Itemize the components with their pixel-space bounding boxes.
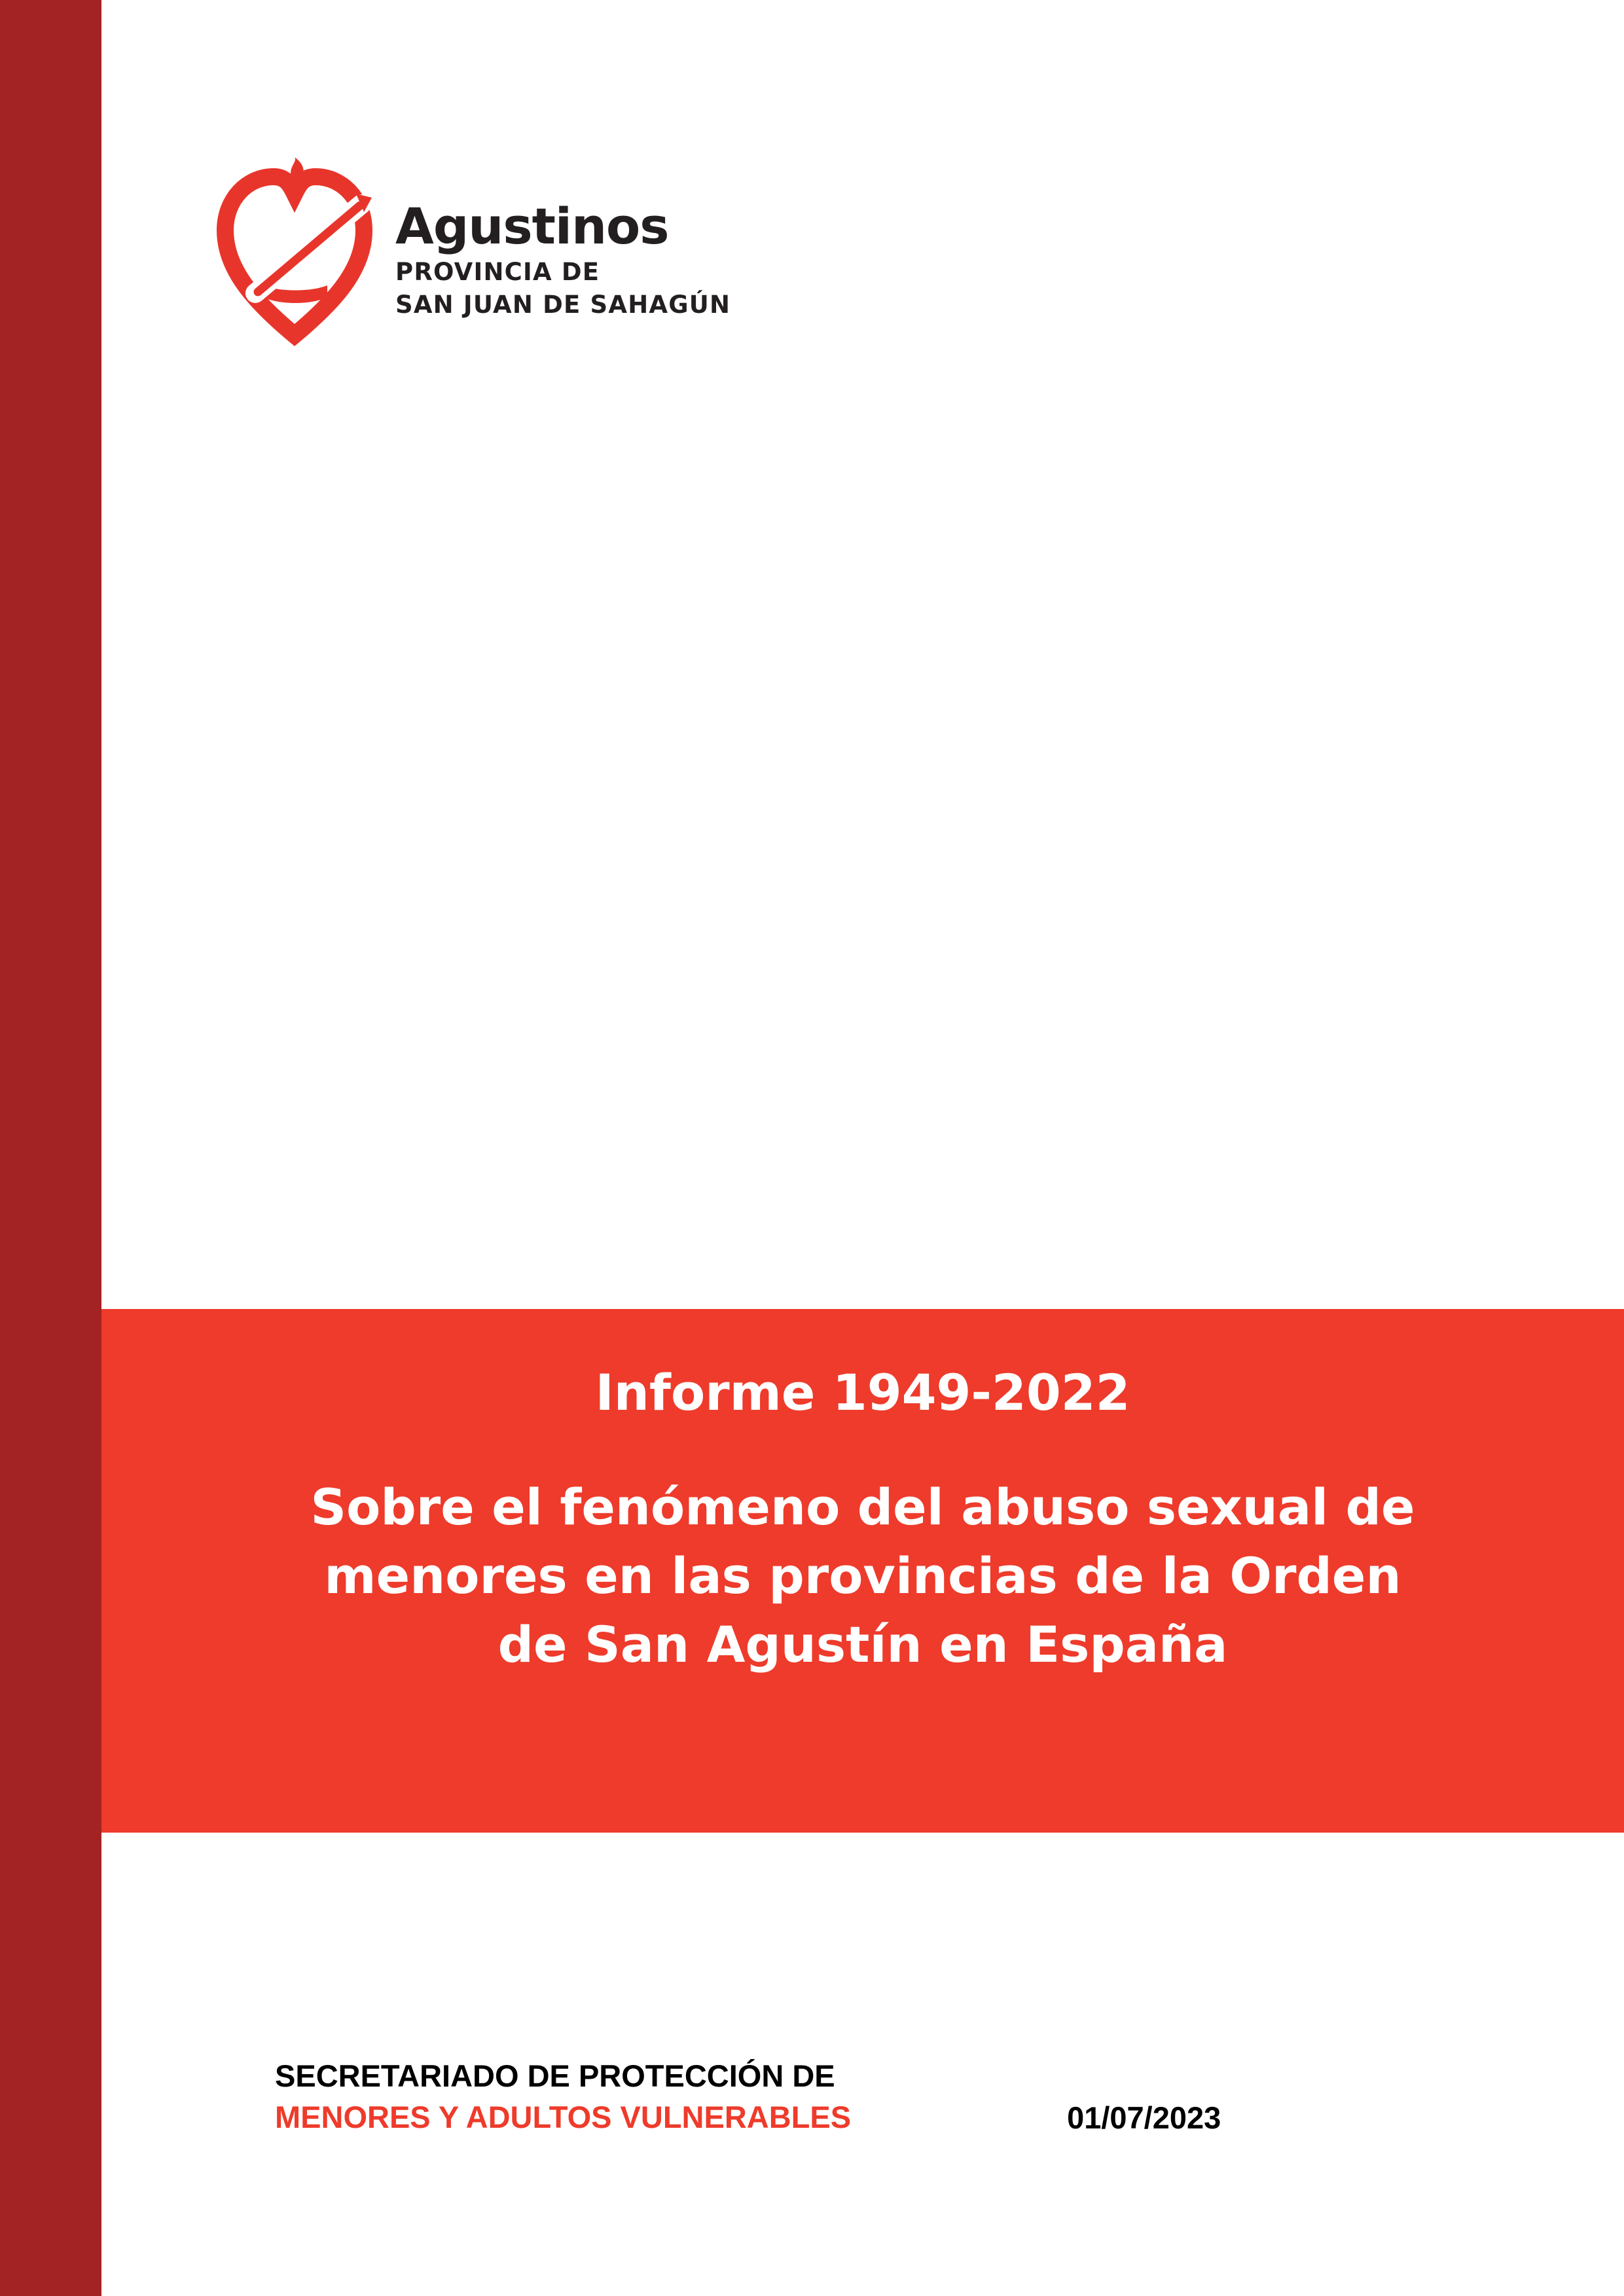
brand-title: Agustinos [395,197,669,255]
brand-logo-text [395,183,731,321]
footer-organization [275,2055,851,2138]
footer-org-line2: MENORES Y ADULTOS VULNERABLES [275,2100,852,2135]
footer-date: 01/07/2023 [1067,2100,1221,2135]
cover-footer [275,2055,1519,2138]
agustinos-heart-arrow-logo [216,157,373,347]
left-accent-bar [0,0,101,2296]
report-subtitle: Sobre el fenómeno del abuso sexual de menores en las provincias de la Orden de San Agustín en España [310,1478,1415,1674]
brand-subtitle-line1: PROVINCIA DE [395,257,600,286]
cover-title-band [101,1309,1624,1833]
brand-subtitle-line2: SAN JUAN DE SAHAGÚN [395,290,731,319]
brand-logo [216,157,731,347]
report-title: Informe 1949-2022 [595,1363,1130,1422]
footer-org-line1: SECRETARIADO DE PROTECCIÓN DE [275,2058,835,2093]
